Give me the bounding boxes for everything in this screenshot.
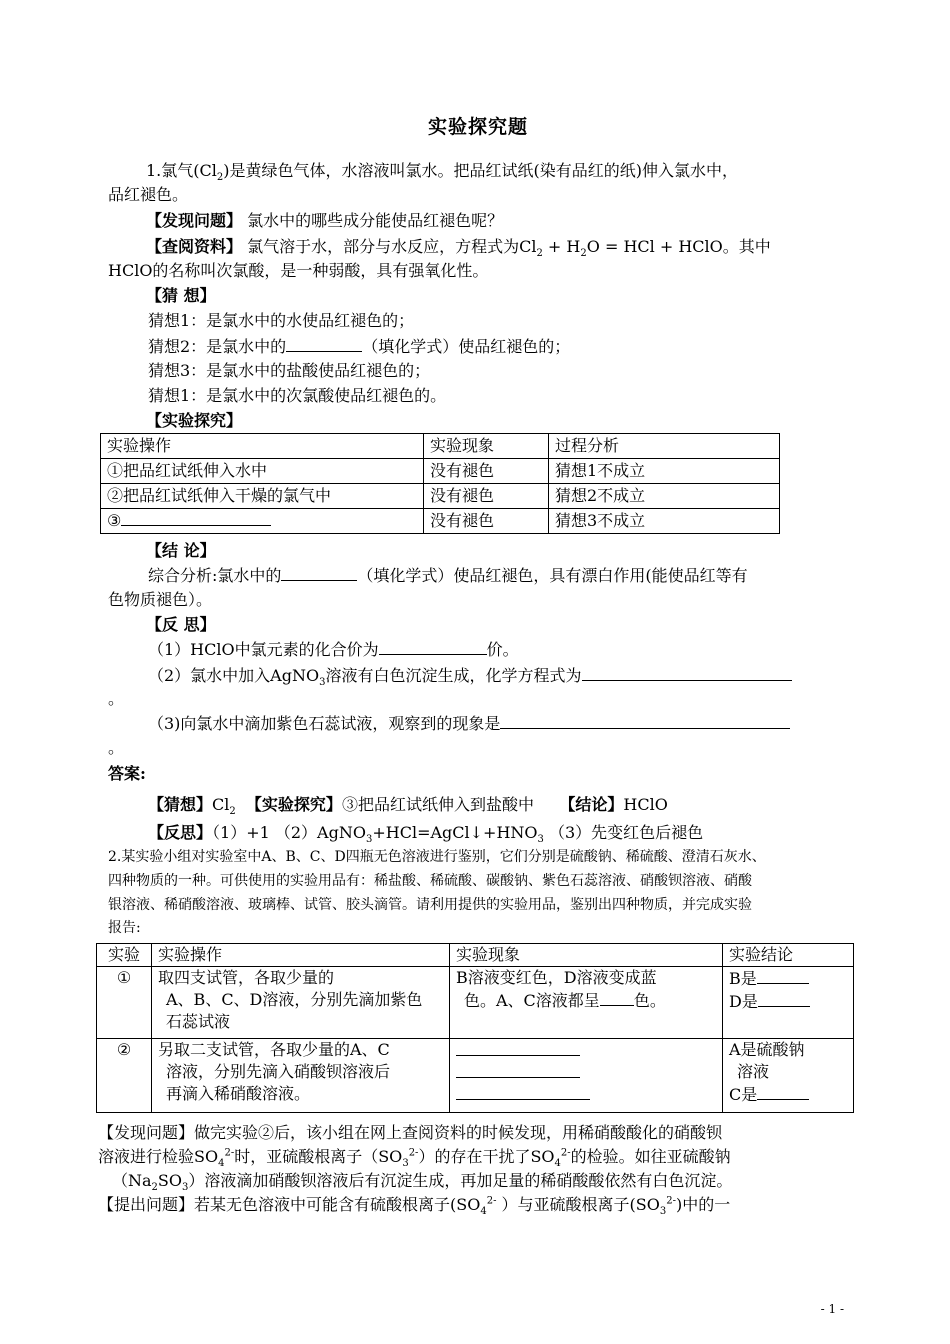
row1-phenomenon-text-b: 色。: [633, 991, 666, 1010]
conclusion-text-b: （填化学式）使品红褪色，具有漂白作用(能使品红等有: [357, 566, 748, 585]
page-number: - 1 -: [820, 1302, 844, 1316]
q2-find-c2: SO: [157, 1171, 182, 1190]
q2-line3: 银溶液、稀硝酸溶液、玻璃棒、试管、胶头滴管。请利用提供的实验用品，鉴别出四种物质，并完成实验: [108, 897, 752, 913]
report-row: [97, 1039, 854, 1113]
row1-b-blank[interactable]: [757, 967, 809, 984]
q2-find-c1: （Na: [112, 1171, 152, 1190]
row2-conclusion-c: [729, 1083, 847, 1106]
q2-line2: 四种物质的一种。可供使用的实验用品有：稀盐酸、稀硫酸、碳酸钠、紫色石蕊溶液、硝酸钡溶液、硝酸: [108, 873, 752, 889]
q2-ask-text-c: )中的一: [676, 1195, 731, 1214]
table-header-row: [101, 434, 780, 459]
report-cell: ②: [97, 1039, 152, 1113]
answer-conclusion-value: HClO: [623, 795, 668, 814]
table-cell: [101, 509, 424, 534]
report-cell: [152, 967, 450, 1039]
guess-4: 猜想1：是氯水中的次氯酸使品红褪色的。: [148, 386, 447, 405]
row2-op-line2: 溶液，分别先滴入硝酸钡溶液后: [166, 1062, 391, 1081]
reflection-3-text: （3)向氯水中滴加紫色石蕊试液，观察到的现象是: [148, 714, 501, 733]
row1-op-line2: A、B、C、D溶液，分别先滴加紫色: [166, 990, 423, 1009]
q2-find-b-sub3: 4: [554, 1158, 561, 1170]
table-cell: 没有褪色: [424, 484, 549, 509]
report-header-row: [97, 944, 854, 967]
find-problem-label: 【发现问题】: [146, 211, 243, 230]
report-header: 实验结论: [723, 944, 854, 967]
row2-op-line3: 再滴入稀硝酸溶液。: [166, 1084, 311, 1103]
row2-phenomenon-line2: [456, 1061, 716, 1083]
q2-find-b1: 溶液进行检验SO: [98, 1147, 219, 1166]
table-row: [101, 509, 780, 534]
reference-label: 【查阅资料】: [146, 237, 243, 256]
guess-2: [148, 335, 570, 358]
q2-find-c-sub2: 3: [182, 1182, 189, 1194]
report-cell: [152, 1039, 450, 1113]
q2-ask-sup2: 2-: [666, 1195, 677, 1207]
q1-intro-line1: [146, 160, 738, 182]
row1-conclusion-b: [729, 967, 847, 990]
guess-2-text-a: 猜想2：是氯水中的: [148, 337, 287, 356]
row1-conclusion-b-text: B是: [729, 969, 757, 988]
row2-op-line1: 另取二支试管，各取少量的A、C: [158, 1040, 390, 1059]
table-cell: ①把品红试纸伸入水中: [101, 459, 424, 484]
report-header: 实验操作: [152, 944, 450, 967]
q2-ask-text-a: 若某无色溶液中可能含有硫酸根离子(SO: [194, 1195, 481, 1214]
answer-line2: [148, 822, 703, 844]
table-cell: 没有褪色: [424, 509, 549, 534]
answer-reflection-sub1: 3: [365, 834, 373, 846]
q2-find-c3: ）溶液滴加硝酸钡溶液后有沉淀生成，再加足量的稀硝酸酸依然有白色沉淀。: [188, 1171, 733, 1190]
answer-experiment-label: 【实验探究】: [245, 795, 342, 814]
reflection-2: [148, 664, 792, 687]
q2-find-b3: ）的存在干扰了SO: [418, 1147, 555, 1166]
q2-find-line2: [98, 1146, 731, 1168]
conclusion-label: 【结 论】: [146, 541, 216, 560]
q1-intro-text-a: 1.氯气(Cl: [146, 161, 217, 180]
reflection-2-text-a: （2）氯水中加入AgNO: [148, 666, 320, 685]
row2-phenomenon-blank-2[interactable]: [456, 1061, 580, 1078]
conclusion-blank[interactable]: [281, 564, 357, 581]
answer-line1: [148, 794, 668, 816]
table-cell: 没有褪色: [424, 459, 549, 484]
answer-label: 答案:: [108, 764, 146, 783]
reflection-3-end: 。: [108, 738, 125, 757]
report-cell: [723, 967, 854, 1039]
q2-line4: 报告:: [108, 920, 141, 936]
answer-guess-sub: 2: [229, 806, 236, 818]
q2-find-b-sup3: 2-: [560, 1147, 571, 1159]
answer-experiment-value: ③把品红试纸伸入到盐酸中: [341, 795, 534, 814]
q2-find-label: 【发现问题】: [98, 1123, 195, 1142]
q2-find-b2: 时，亚硫酸根离子（SO: [234, 1147, 403, 1166]
q2-line1: 2.某实验小组对实验室中A、B、C、D四瓶无色溶液进行鉴别，它们分别是硫酸钠、稀硫酸、澄清石灰水、: [108, 849, 766, 865]
reference-sub2: 2: [580, 248, 587, 260]
table-header: 实验操作: [101, 434, 424, 459]
q1-find-problem: [146, 210, 503, 232]
reference-text-b: + H: [542, 237, 581, 256]
reflection-2-text-b: 溶液有白色沉淀生成，化学方程式为: [325, 666, 582, 685]
report-cell: [450, 967, 723, 1039]
row2-phenomenon-blank-3[interactable]: [456, 1083, 590, 1100]
reflection-3-blank[interactable]: [500, 712, 790, 729]
answer-reflection-label: 【反思】: [148, 823, 213, 842]
q2-find-c-sub1: 2: [151, 1182, 158, 1194]
q1-reference-line1: [146, 236, 771, 258]
reflection-1-text-a: （1）HClO中氯元素的化合价为: [148, 640, 379, 659]
row2-conclusion-a: A是硫酸钠: [729, 1040, 805, 1059]
report-cell: [723, 1039, 854, 1113]
answer-reflection-text-c: （3）先变红色后褪色: [543, 823, 704, 842]
q2-ask-sub1: 4: [480, 1206, 487, 1218]
experiment-label: 【实验探究】: [146, 411, 243, 430]
q2-find-text-a: 做完实验②后，该小组在网上查阅资料的时候发现，用稀硝酸酸化的硝酸钡: [194, 1123, 723, 1142]
report-header: 实验现象: [450, 944, 723, 967]
row1-d-blank[interactable]: [758, 990, 810, 1007]
report-table: [96, 943, 854, 1113]
reference-text-a: 氯气溶于水，部分与水反应，方程式为Cl: [242, 237, 537, 256]
guess-3: 猜想3：是氯水中的盐酸使品红褪色的；: [148, 361, 431, 380]
page-title: 实验探究题: [427, 116, 528, 138]
table-cell: ②把品红试纸伸入干燥的氯气中: [101, 484, 424, 509]
row1-op-line1: 取四支试管，各取少量的: [158, 968, 335, 987]
q1-intro-line2: 品红褪色。: [108, 185, 189, 204]
reflection-label: 【反 思】: [146, 615, 216, 634]
table-header: 实验现象: [424, 434, 549, 459]
guess-2-text-b: （填化学式）使品红褪色的；: [362, 337, 571, 356]
row3-number: ③: [107, 511, 122, 530]
conclusion-text-a: 综合分析:氯水中的: [148, 566, 282, 585]
q2-ask-label: 【提出问题】: [98, 1195, 195, 1214]
answer-guess-label: 【猜想】: [148, 795, 213, 814]
reflection-1: [148, 638, 519, 661]
reference-sub1: 2: [536, 248, 543, 260]
answer-guess-value: Cl: [212, 795, 230, 814]
row2-phenomenon-blank-1[interactable]: [456, 1039, 580, 1056]
row2-phenomenon-line1: [456, 1039, 716, 1061]
row2-phenomenon-line3: [456, 1083, 716, 1105]
report-cell: [450, 1039, 723, 1113]
q2-ask-line: [98, 1194, 730, 1216]
q2-find-line3: [112, 1170, 732, 1192]
q1-intro-sub: 2: [216, 172, 224, 184]
q2-find-b-sub2: 3: [402, 1158, 409, 1170]
answer-conclusion-label: 【结论】: [559, 795, 624, 814]
row2-c-blank[interactable]: [757, 1083, 809, 1100]
table-cell: 猜想1不成立: [549, 459, 780, 484]
reference-text-c: O = HCl + HClO。其中: [586, 237, 771, 256]
q2-ask-sup1: 2-: [486, 1195, 497, 1207]
answer-reflection-sub2: 3: [537, 834, 544, 846]
table-header: 过程分析: [549, 434, 780, 459]
row1-color-blank[interactable]: [600, 989, 634, 1006]
reflection-3: [148, 712, 790, 735]
q2-ask-text-b: ）与亚硫酸根离子(SO: [496, 1195, 660, 1214]
row2-conclusion-a-cont: 溶液: [737, 1062, 770, 1081]
guess-1: 猜想1：是氯水中的水使品红褪色的；: [148, 311, 415, 330]
guess-2-blank[interactable]: [286, 335, 362, 352]
experiment-table: [100, 433, 780, 534]
report-cell: ①: [97, 967, 152, 1039]
row1-conclusion-d-text: D是: [729, 992, 758, 1011]
reflection-2-sub: 3: [319, 677, 326, 689]
report-row: [97, 967, 854, 1039]
q2-find-line1: [98, 1122, 722, 1144]
row1-phenomenon-line1: B溶液变红色，D溶液变成蓝: [456, 968, 657, 987]
reflection-2-end: 。: [108, 689, 125, 708]
table-row: [101, 459, 780, 484]
q1-intro-text-b: )是黄绿色气体，水溶液叫氯水。把品红试纸(染有品红的纸)伸入氯水中，: [223, 161, 738, 180]
row1-conclusion-d: [729, 990, 847, 1013]
row1-phenomenon-text-a: 色。A、C溶液都呈: [464, 991, 600, 1010]
q2-ask-sub2: 3: [659, 1206, 667, 1218]
reflection-1-text-b: 价。: [486, 640, 519, 659]
q2-find-b-sup: 2-: [224, 1147, 235, 1159]
q1-reference-line2: HClO的名称叫次氯酸，是一种弱酸，具有强氧化性。: [108, 261, 489, 280]
table-cell: 猜想2不成立: [549, 484, 780, 509]
answer-reflection-text-b: +HCl=AgCl↓+HNO: [372, 823, 538, 842]
table-cell: 猜想3不成立: [549, 509, 780, 534]
report-header: 实验: [97, 944, 152, 967]
row1-op-line3: 石蕊试液: [166, 1012, 231, 1031]
conclusion-line2: 色物质褪色）。: [108, 590, 213, 609]
q2-find-b4: 的检验。如往亚硫酸钠: [570, 1147, 731, 1166]
guess-label: 【猜 想】: [146, 286, 216, 305]
row1-phenomenon-line2: [456, 989, 716, 1012]
q2-find-b-sup2: 2-: [408, 1147, 419, 1159]
table-row: [101, 484, 780, 509]
reflection-1-blank[interactable]: [379, 638, 487, 655]
row3-blank[interactable]: [121, 509, 271, 526]
row2-conclusion-c-text: C是: [729, 1085, 758, 1104]
reflection-2-blank[interactable]: [582, 664, 792, 681]
find-problem-text: 氯水中的哪些成分能使品红褪色呢？: [242, 211, 504, 230]
q2-find-b-sub: 4: [218, 1158, 225, 1170]
conclusion-line1: [148, 564, 748, 587]
answer-reflection-text-a: （1）+1 （2）AgNO: [212, 823, 366, 842]
